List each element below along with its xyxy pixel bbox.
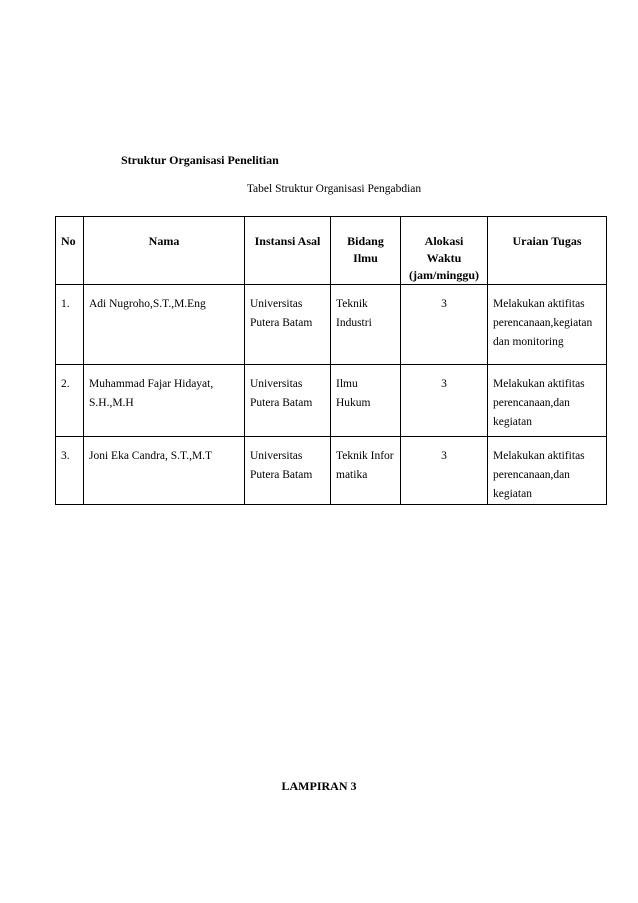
header-instansi: Instansi Asal (245, 217, 331, 285)
cell-nama: Joni Eka Candra, S.T.,M.T (84, 437, 245, 505)
section-title: Struktur Organisasi Penelitian (121, 153, 279, 167)
cell-uraian: Melakukan aktifitas perencanaan,dan kegiatan (488, 365, 607, 437)
cell-bidang: Teknik Informatika (331, 437, 401, 505)
cell-instansi: Universitas Putera Batam (245, 285, 331, 365)
organization-table (55, 216, 607, 505)
cell-no: 1. (56, 285, 84, 365)
table-header-row (56, 217, 607, 285)
cell-instansi: Universitas Putera Batam (245, 365, 331, 437)
header-nama: Nama (84, 217, 245, 285)
cell-alokasi: 3 (401, 285, 488, 365)
header-bidang: Bidang Ilmu (331, 217, 401, 285)
cell-nama: Muhammad Fajar Hidayat, S.H.,M.H (84, 365, 245, 437)
table-caption: Tabel Struktur Organisasi Pengabdian (246, 183, 422, 195)
cell-no: 3. (56, 437, 84, 505)
cell-nama: Adi Nugroho,S.T.,M.Eng (84, 285, 245, 365)
cell-alokasi: 3 (401, 365, 488, 437)
header-alokasi: Alokasi Waktu (jam/minggu) (401, 217, 488, 285)
cell-bidang: Teknik Industri (331, 285, 401, 365)
table-row (56, 437, 607, 505)
header-uraian: Uraian Tugas (488, 217, 607, 285)
cell-uraian: Melakukan aktifitas perencanaan,kegiatan dan monitoring (488, 285, 607, 365)
cell-bidang: Ilmu Hukum (331, 365, 401, 437)
appendix-label: LAMPIRAN 3 (281, 779, 357, 793)
header-no: No (56, 217, 84, 285)
cell-no: 2. (56, 365, 84, 437)
table-row (56, 285, 607, 365)
cell-uraian: Melakukan aktifitas perencanaan,dan kegiatan (488, 437, 607, 505)
cell-instansi: Universitas Putera Batam (245, 437, 331, 505)
cell-alokasi: 3 (401, 437, 488, 505)
table-row (56, 365, 607, 437)
